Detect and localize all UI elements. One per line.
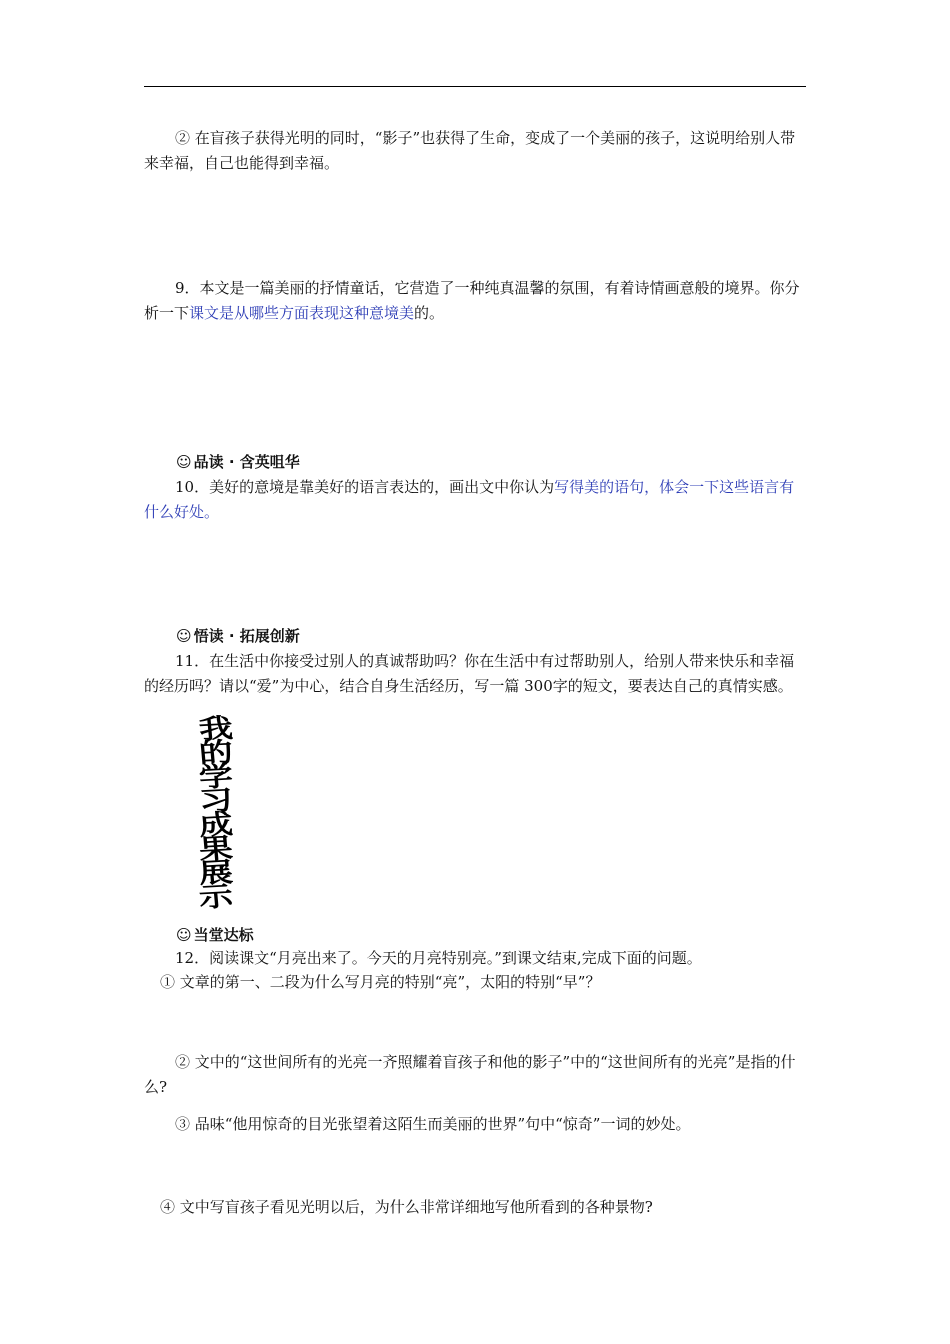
question-9-highlight: 课文是从哪些方面表现这种意境美 [189, 304, 415, 322]
section-heading-pindu [176, 451, 300, 473]
stamp-char: 果 [197, 833, 235, 866]
section-title: 当堂达标 [193, 926, 254, 944]
section-heading-dangtang [176, 924, 254, 946]
learning-result-stamp [188, 713, 244, 918]
section-heading-wudu [176, 625, 300, 647]
stamp-char: 展 [197, 857, 235, 890]
smiley-icon: ☺ [176, 453, 192, 471]
stamp-char: 习 [197, 785, 235, 818]
stamp-char: 我 [197, 713, 235, 746]
section-title: 悟读 · 拓展创新 [193, 627, 300, 645]
question-10 [144, 475, 808, 525]
question-9 [144, 276, 808, 326]
smiley-icon: ☺ [176, 926, 192, 944]
stamp-char: 示 [197, 881, 235, 914]
question-9-text: 9．本文是一篇美丽的抒情童话，它营造了一种纯真温馨的氛围，有着诗情画意般的境界。你分析一下 [144, 279, 800, 322]
smiley-icon: ☺ [176, 627, 192, 645]
question-10-text: 10．美好的意境是靠美好的语言表达的，画出文中你认为 [175, 478, 555, 496]
question-11: 11．在生活中你接受过别人的真诚帮助吗？你在生活中有过帮助别人，给别人带来快乐和幸福的经历吗？请以“爱”为中心，结合自身生活经历，写一篇 300字的短文，要表达自己的真情实感。 [144, 652, 795, 695]
question-12: 12．阅读课文“月亮出来了。今天的月亮特别亮。”到课文结束,完成下面的问题。 [175, 949, 702, 967]
question-12-part-3: ③ 品味“他用惊奇的目光张望着这陌生而美丽的世界”句中“惊奇”一词的妙处。 [175, 1115, 691, 1133]
stamp-char: 的 [197, 737, 235, 770]
header-rule [144, 86, 806, 87]
stamp-char: 成 [197, 809, 235, 842]
question-8-part-2: ② 在盲孩子获得光明的同时，“影子”也获得了生命，变成了一个美丽的孩子，这说明给别人带来幸福，自己也能得到幸福。 [144, 129, 796, 172]
section-title: 品读 · 含英咀华 [193, 453, 300, 471]
question-10-highlight: 写得美的语句，体会一下这些语言有什么好处。 [144, 478, 795, 521]
question-12-part-2: ② 文中的“这世间所有的光亮一齐照耀着盲孩子和他的影子”中的“这世间所有的光亮”是指的什么? [144, 1053, 796, 1096]
question-12-part-4: ④ 文中写盲孩子看见光明以后，为什么非常详细地写他所看到的各种景物? [160, 1198, 653, 1216]
stamp-char: 学 [197, 761, 235, 794]
question-9-text-end: 的。 [414, 304, 445, 322]
question-12-part-1: ① 文章的第一、二段为什么写月亮的特别“亮”，太阳的特别“早”？ [160, 973, 601, 991]
